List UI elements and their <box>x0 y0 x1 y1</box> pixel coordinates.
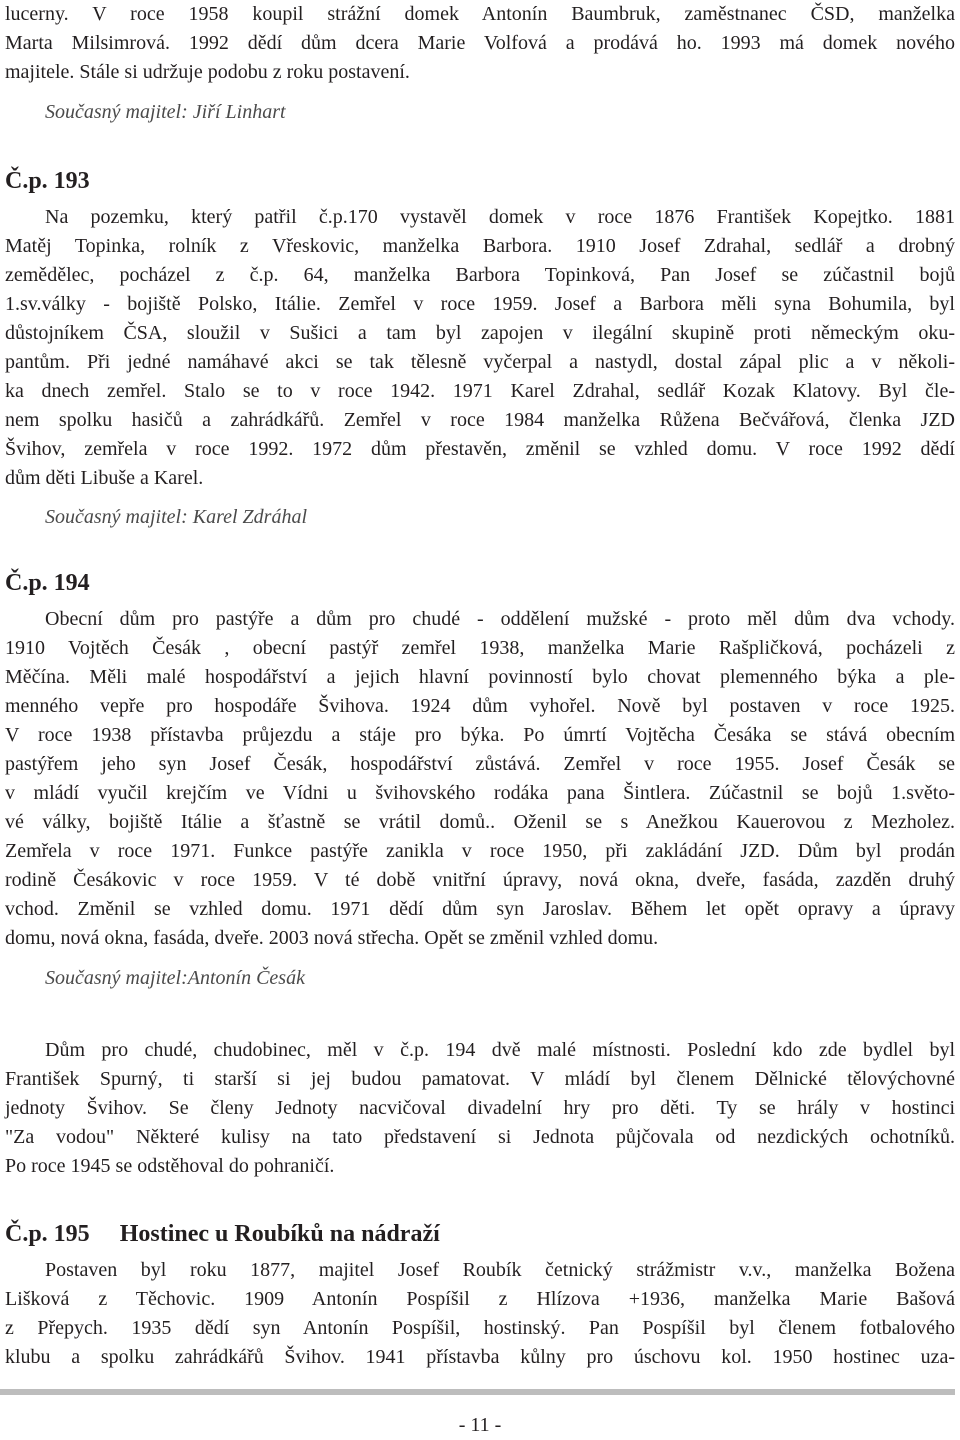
paragraph-line: Lišková z Těchovic. 1909 Antonín Pospíšil z Hlízova +1936, manželka Marie Bašová <box>5 1288 955 1310</box>
paragraph-line: jednoty Švihov. Se členy Jednoty nacvičoval divadelní hry pro děti. Ty se hrály v hostinci <box>5 1097 955 1119</box>
paragraph-line: menného vepře pro hospodáře Švihova. 1924 dům vyhořel. Nově byl postaven v roce 1925. <box>5 695 955 717</box>
paragraph-line: pastýřem jeho syn Josef Česák, hospodářství zůstává. Zemřel v roce 1955. Josef Česák se <box>5 753 955 775</box>
section-title: Hostinec u Roubíků na nádraží <box>119 1221 440 1247</box>
paragraph-line: Marta Milsimrová. 1992 dědí dům dcera Marie Volfová a prodává ho. 1993 má domek nového <box>5 32 955 54</box>
paragraph-line: 1.sv.války - bojiště Polsko, Itálie. Zemřel v roce 1959. Josef a Barbora měli syna Bohumila, byl <box>5 293 955 315</box>
paragraph-line: V roce 1938 přístavba průjezdu a stáje pro býka. Po úmrtí Vojtěcha Česáka se stává obecním <box>5 724 955 746</box>
current-owner: Současný majitel:Antonín Česák <box>45 967 305 989</box>
paragraph-line: pantům. Při jedné namáhavé akci se tak tělesně vyčerpal a nastydl, dostal zápal plic a v několi- <box>5 351 955 373</box>
paragraph-line: Zemřela v roce 1971. Funkce pastýře zanikla v roce 1950, při zakládání JZD. Dům byl prodán <box>5 840 955 862</box>
footer-divider <box>0 1389 955 1395</box>
paragraph-line: "Za vodou" Některé kulisy na tato představení si Jednota půjčovala od nezdických ochotníků. <box>5 1126 955 1148</box>
paragraph-line: Postaven byl roku 1877, majitel Josef Roubík četnický strážmistr v.v., manželka Božena <box>45 1259 955 1281</box>
paragraph-line: domu, nová okna, fasáda, dveře. 2003 nová střecha. Opět se změnil vzhled domu. <box>5 927 659 949</box>
page-number: - 11 - <box>458 1414 502 1436</box>
paragraph-line: Na pozemku, který patřil č.p.170 vystavěl domek v roce 1876 František Kopejtko. 1881 <box>45 206 955 228</box>
paragraph-line: Obecní dům pro pastýře a dům pro chudé - oddělení mužské - proto měl dům dva vchody. <box>45 608 955 630</box>
section-heading: Č.p. 194 <box>5 570 90 596</box>
paragraph-line: 1910 Vojtěch Česák , obecní pastýř zemřel 1938, manželka Marie Rašpličková, pocházeli z <box>5 637 955 659</box>
paragraph-line: Po roce 1945 se odstěhoval do pohraničí. <box>5 1155 335 1177</box>
section-heading: Č.p. 193 <box>5 168 90 194</box>
current-owner: Současný majitel: Karel Zdráhal <box>45 506 308 528</box>
paragraph-line: rodině Česákovic v roce 1959. V té době vnitřní úpravy, nová okna, dveře, fasáda, zazděn druhý <box>5 869 955 891</box>
paragraph-line: vé války, bojiště Itálie a šťastně se vrátil domů.. Oženil se s Anežkou Kauerovou z Mezholez. <box>5 811 955 833</box>
paragraph-line: klubu a spolku zahrádkářů Švihov. 1941 přístavba kůlny pro úschovu kol. 1950 hostinec uza- <box>5 1346 955 1368</box>
section-heading <box>5 1219 440 1249</box>
paragraph-line: Měčína. Měli malé hospodářství a jejich hlavní povinností bylo chovat plemenného býka a ple- <box>5 666 955 688</box>
paragraph-line: z Přepych. 1935 dědí syn Antonín Pospíšil, hostinský. Pan Pospíšil byl členem fotbalového <box>5 1317 955 1339</box>
paragraph-line: dům děti Libuše a Karel. <box>5 467 204 489</box>
paragraph-line: zemědělec, pocházel z č.p. 64, manželka Barbora Topinková, Pan Josef se zúčastnil bojů <box>5 264 955 286</box>
paragraph-line: nem spolku hasičů a zahrádkářů. Zemřel v roce 1984 manželka Růžena Bečvářová, členka JZD <box>5 409 955 431</box>
paragraph-line: Matěj Topinka, rolník z Vřeskovic, manželka Barbora. 1910 Josef Zdrahal, sedlář a drobný <box>5 235 955 257</box>
paragraph-line: Dům pro chudé, chudobinec, měl v č.p. 194 dvě malé místnosti. Poslední kdo zde bydlel byl <box>45 1039 955 1061</box>
paragraph-line: František Spurný, ti starší si jej budou pamatovat. V mládí byl členem Dělnické tělovýchovné <box>5 1068 955 1090</box>
current-owner: Současný majitel: Jiří Linhart <box>45 101 286 123</box>
paragraph-line: lucerny. V roce 1958 koupil strážní domek Antonín Baumbruk, zaměstnanec ČSD, manželka <box>5 3 955 25</box>
paragraph-line: vchod. Změnil se vzhled domu. 1971 dědí dům syn Jaroslav. Během let opět opravy a úpravy <box>5 898 955 920</box>
paragraph-line: důstojníkem ČSA, sloužil v Sušici a tam byl zapojen v ilegální skupině proti německým oku- <box>5 322 955 344</box>
paragraph-line: v mládí vyučil krejčím ve Vídni u švihovského rodáka pana Šintlera. Zúčastnil se bojů 1.světo- <box>5 782 955 804</box>
paragraph-line: majitele. Stále si udržuje podobu z roku postavení. <box>5 61 410 83</box>
paragraph-line: ka dnech zemřel. Stalo se to v roce 1942. 1971 Karel Zdrahal, sedlář Kozak Klatovy. Byl čle- <box>5 380 955 402</box>
paragraph-line: Švihov, zemřela v roce 1992. 1972 dům přestavěn, změnil se vzhled domu. V roce 1992 dědí <box>5 438 955 460</box>
section-number: Č.p. 195 <box>5 1221 90 1247</box>
